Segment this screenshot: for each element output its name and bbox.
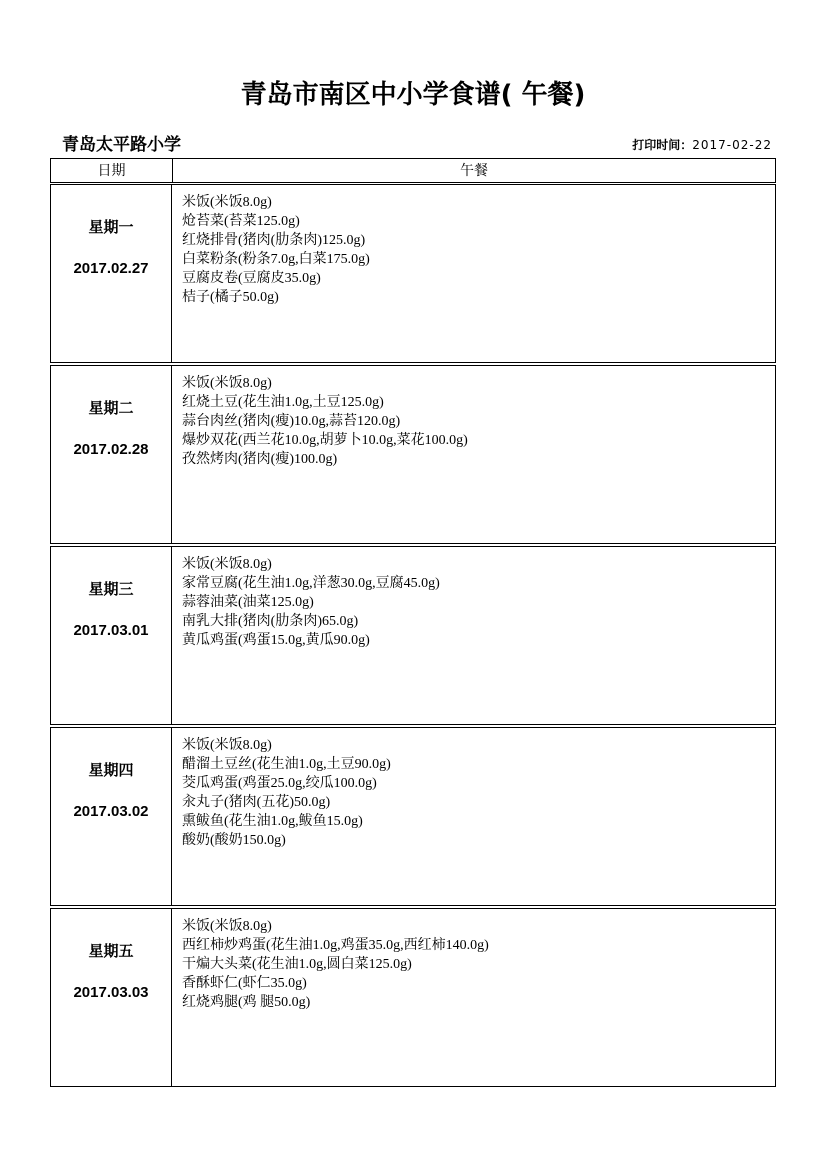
date-label: 2017.03.02 [73, 803, 149, 820]
dish-item: 红烧排骨(猪肉(肋条肉)125.0g) [182, 233, 366, 248]
dish-item: 红烧鸡腿(鸡 腿50.0g) [182, 995, 311, 1010]
date-label: 2017.02.28 [73, 441, 149, 458]
weekday-label: 星期一 [88, 218, 134, 236]
dish-item: 炝苔菜(苔菜125.0g) [182, 214, 300, 229]
school-name: 青岛太平路小学 [62, 135, 181, 155]
day-row-friday [50, 908, 776, 1087]
date-cell [51, 909, 172, 1086]
date-cell [51, 728, 172, 905]
dish-item: 黄瓜鸡蛋(鸡蛋15.0g,黄瓜90.0g) [182, 633, 370, 648]
page-title: 青岛市南区中小学食谱( 午餐) [240, 80, 586, 110]
date-cell [51, 185, 172, 362]
day-row-wednesday [50, 546, 776, 725]
dish-item: 茭瓜鸡蛋(鸡蛋25.0g,绞瓜100.0g) [182, 776, 377, 791]
dish-item: 西红柿炒鸡蛋(花生油1.0g,鸡蛋35.0g,西红柿140.0g) [182, 938, 489, 953]
day-row-monday [50, 184, 776, 363]
dish-item: 米饭(米饭8.0g) [182, 557, 272, 572]
dish-item: 米饭(米饭8.0g) [182, 919, 272, 934]
lunch-column-header: 午餐 [460, 163, 488, 179]
table-header [50, 158, 776, 183]
print-time [632, 136, 772, 153]
lunch-cell [172, 185, 775, 362]
dish-item: 孜然烤肉(猪肉(瘦)100.0g) [182, 452, 338, 467]
dish-item: 熏鲅鱼(花生油1.0g,鲅鱼15.0g) [182, 814, 363, 829]
day-row-thursday [50, 727, 776, 906]
dish-item: 豆腐皮卷(豆腐皮35.0g) [182, 271, 321, 286]
weekday-label: 星期二 [88, 399, 134, 417]
dish-item: 南乳大排(猪肉(肋条肉)65.0g) [182, 614, 359, 629]
dish-item: 蒜台肉丝(猪肉(瘦)10.0g,蒜苔120.0g) [182, 414, 401, 429]
print-time-label: 打印时间： [632, 138, 693, 152]
dish-item: 米饭(米饭8.0g) [182, 738, 272, 753]
date-label: 2017.02.27 [73, 260, 149, 277]
dish-item: 红烧土豆(花生油1.0g,土豆125.0g) [182, 395, 384, 410]
day-row-tuesday [50, 365, 776, 544]
weekday-label: 星期三 [88, 580, 134, 598]
dish-item: 醋溜土豆丝(花生油1.0g,土豆90.0g) [182, 757, 391, 772]
menu-table [50, 158, 776, 1010]
dish-item: 汆丸子(猪肉(五花)50.0g) [182, 795, 331, 810]
lunch-cell [172, 547, 775, 724]
weekday-label: 星期四 [88, 761, 134, 779]
dish-item: 酸奶(酸奶150.0g) [182, 833, 286, 848]
date-cell [51, 366, 172, 543]
dish-item: 香酥虾仁(虾仁35.0g) [182, 976, 307, 991]
dish-item: 爆炒双花(西兰花10.0g,胡萝卜10.0g,菜花100.0g) [182, 433, 468, 448]
lunch-cell [172, 366, 775, 543]
date-label: 2017.03.01 [73, 622, 149, 639]
dish-item: 米饭(米饭8.0g) [182, 195, 272, 210]
date-cell [51, 547, 172, 724]
dish-item: 家常豆腐(花生油1.0g,洋葱30.0g,豆腐45.0g) [182, 576, 440, 591]
dish-item: 桔子(橘子50.0g) [182, 290, 279, 305]
date-label: 2017.03.03 [73, 984, 149, 1001]
dish-item: 米饭(米饭8.0g) [182, 376, 272, 391]
lunch-cell [172, 728, 775, 905]
weekday-label: 星期五 [88, 942, 134, 960]
dish-item: 干煸大头菜(花生油1.0g,圆白菜125.0g) [182, 957, 412, 972]
date-column-header: 日期 [51, 159, 173, 182]
lunch-cell [172, 909, 775, 1086]
print-time-value: 2017-02-22 [692, 138, 772, 152]
dish-item: 白菜粉条(粉条7.0g,白菜175.0g) [182, 252, 370, 267]
dish-item: 蒜蓉油菜(油菜125.0g) [182, 595, 314, 610]
